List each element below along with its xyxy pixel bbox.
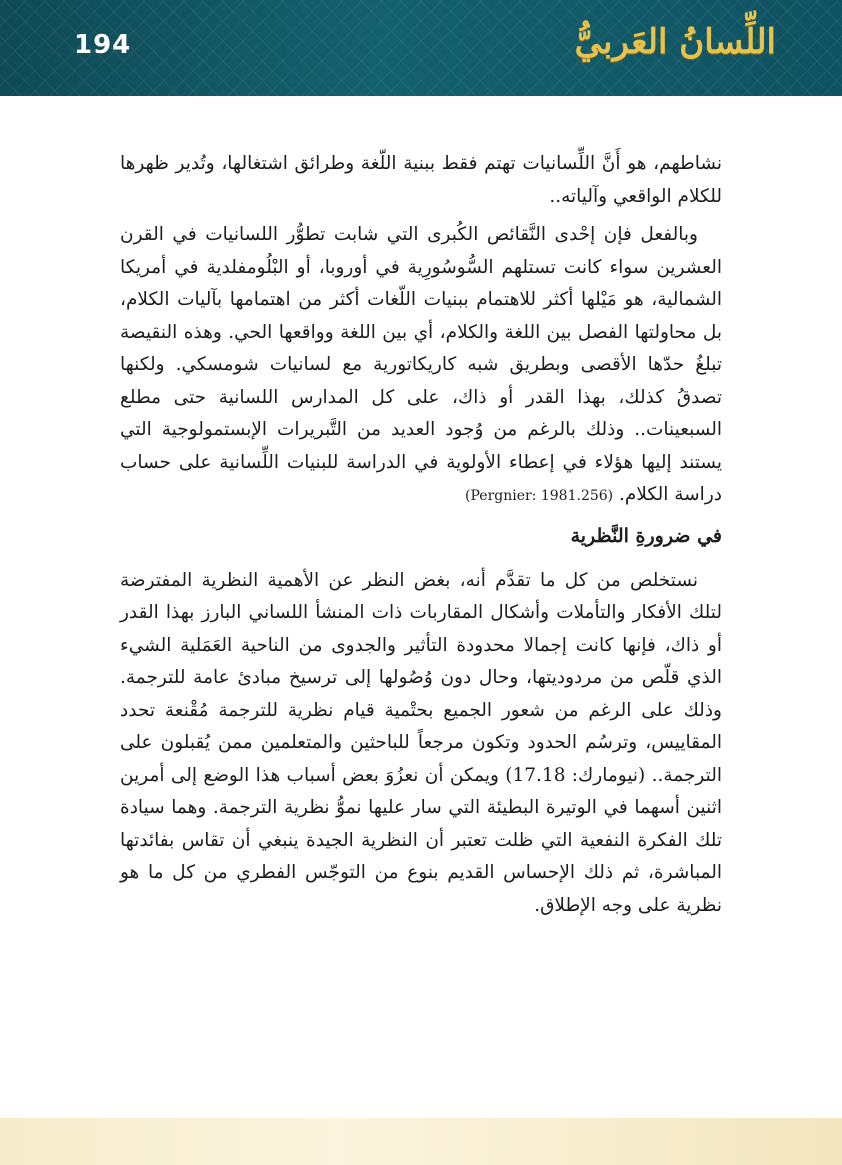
page-header xyxy=(0,0,842,96)
paragraph-2 xyxy=(120,219,722,513)
citation: (Pergnier: 1981.256) xyxy=(465,488,614,504)
footer-band xyxy=(0,1118,842,1165)
page-number: 194 xyxy=(74,30,132,60)
section-heading: في ضرورةِ النَّظرية xyxy=(570,524,722,547)
article-body xyxy=(120,148,722,928)
paragraph-1: نشاطهم، هو أَنَّ اللِّسانيات تهتم فقط ببنية اللّغة وطرائق اشتغالها، وتُدير ظهرها للكلام الواقعي وآلياته.. xyxy=(120,153,722,207)
paragraph-2-text: وبالفعل فإن إحْدى النَّقائص الكُبرى التي شابت تطوُّر اللسانيات في القرن العشرين سواء كانت تستلهم السُّوسُورِية في أوروبا، أو البْلُومفلدية في أمريكا الشمالية، هو مَيْلها أكثر للاهتمام ببنيات اللّغات أكثر من اهتمامها بآليات الكلام، بل محاولتها الفصل بين اللغة والكلام، أي بين اللغة وواقعها الحي. وهذه النقيصة تبلغُ حدّها الأقصى وبطريق شبه كاريكاتورية مع لسانيات شومسكي. ولكنها تصدقُ كذلك، بهذا القدر أو ذاك، على كل المدارس اللسانية حتى مطلع السبعينات.. وذلك بالرغم من وُجود العديد من التَّبريرات الإبستمولوجية التي يستند إليها هؤلاء في إعطاء الأولوية في الدراسة للبنيات اللِّسانية على حساب دراسة الكلام. xyxy=(120,224,722,505)
paragraph-3: نستخلص من كل ما تقدَّم أنه، بغض النظر عن الأهمية النظرية المفترضة لتلك الأفكار والتأملات وأشكال المقاربات ذات المنشأ اللساني البارز بهذا القدر أو ذاك، فإنها كانت إجمالا محدودة التأثير والجدوى من الناحية العَمَلية الشيء الذي قلّص من مردوديتها، وحال دون وُصُولها إلى ترسيخ مبادئ عامة للترجمة. وذلك على الرغم من شعور الجميع بحتْمية قيام نظرية للترجمة مُقْنعة تحدد المقاييس، وترسُم الحدود وتكون مرجعاً للباحثين والمتعلمين ممن يُقبلون على الترجمة.. (نيومارك: 17.18) ويمكن أن نعزُوَ بعض أسباب هذا الوضع إلى أمرين اثنين أسهما في الوتيرة البطيئة التي سار عليها نموُّ نظرية الترجمة. وهما سيادة تلك الفكرة النفعية التي ظلت تعتبر أن النظرية الجيدة ينبغي أن تقاس بفائدتها المباشرة، ثم ذلك الإحساس القديم بنوع من التوجّس الفطري من كل ما هو نظرية على وجه الإطلاق. xyxy=(120,569,722,916)
journal-logo: اللِّسانُ العَربيُّ xyxy=(574,22,776,62)
